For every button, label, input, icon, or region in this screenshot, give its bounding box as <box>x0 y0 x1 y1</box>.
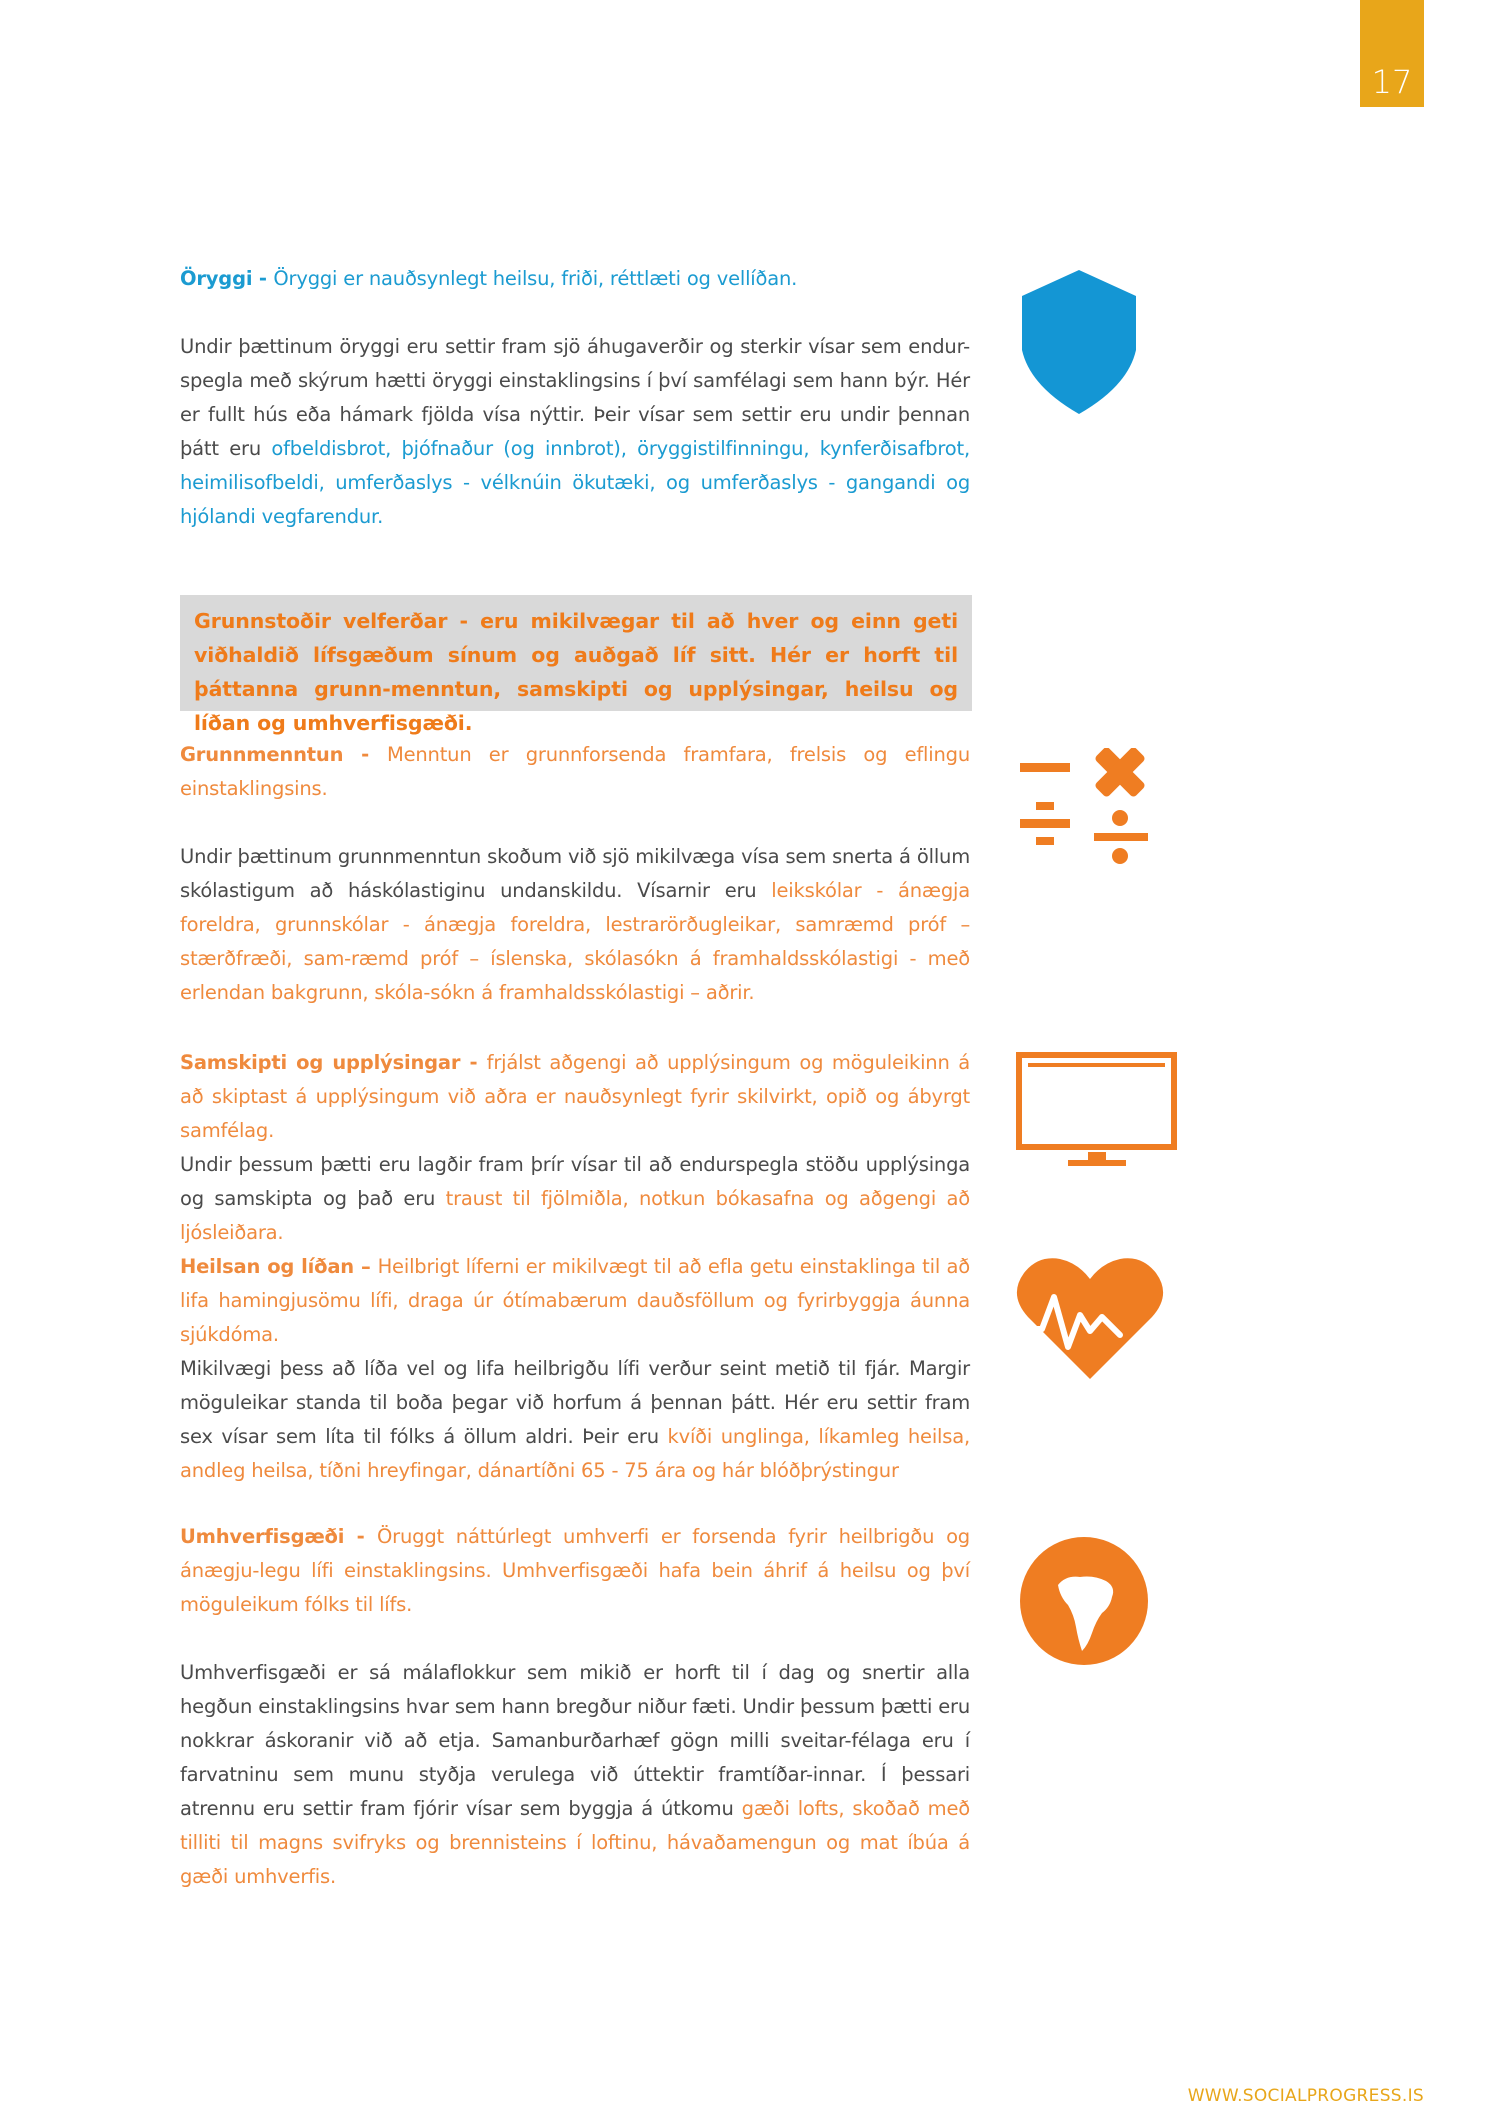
page-number-badge <box>1360 0 1424 107</box>
shield-icon <box>1018 268 1140 416</box>
callout-box <box>180 595 972 735</box>
indicator-list: traust til fjölmiðla, notkun bókasafna og aðgengi að ljósleiðara. <box>180 1187 970 1244</box>
section-samskipti-body <box>180 1148 970 1250</box>
math-operators-icon <box>1018 748 1153 878</box>
body-text: Umhverfisgæði er sá málaflokkur sem mikið er horft til í dag og snertir alla hegðun einstaklingsins hvar sem hann bregður niður fæti. Undir þessum þætti eru nokkrar áskoranir við að etja. Samanburðarhæf gögn milli sveitar-félaga eru í farvatninu sem munu styðja verulega við úttektir framtíðar-innar. Í þessari atrennu eru settir fram fjórir vísar sem byggja á útkomu <box>180 1661 970 1820</box>
section-title: Samskipti og upplýsingar <box>180 1051 461 1074</box>
section-grunnmenntun-heading: Grunnmenntun - Menntun er grunnforsenda framfara, frelsis og eflingu einstaklingsins. <box>180 743 970 800</box>
indicator-list: gæði lofts, skoðað með tilliti til magns svifryks og brennisteins í loftinu, hávaðamengun og mat íbúa á gæði umhverfis. <box>180 1797 970 1888</box>
section-heilsan-body <box>180 1352 970 1488</box>
globe-icon <box>1018 1535 1150 1667</box>
section-subtitle: Heilbrigt líferni er mikilvægt til að efla getu einstaklinga til að lifa hamingjusömu lífi, draga úr ótímabærum dauðsföllum og fyrirbyggja áunna sjúkdóma. <box>180 1255 970 1346</box>
monitor-icon <box>1016 1052 1178 1174</box>
body-text: Undir þessum þætti eru lagðir fram þrír vísar til að endurspegla stöðu upplýsinga og samskipta og það eru <box>180 1153 970 1210</box>
section-samskipti-heading: Samskipti og upplýsingar - frjálst aðgengi að upplýsingum og möguleikinn á að skiptast á upplýsingum við aðra er nauðsynlegt fyrir skilvirkt, opið og ábyrgt samfélag. <box>180 1051 971 1142</box>
section-subtitle: Öruggt náttúrlegt umhverfi er forsenda fyrir heilbrigðu og ánægju-legu lífi einstaklingsins. Umhverfisgæði hafa bein áhrif á heilsu og því möguleikum fólks til lífs. <box>180 1525 970 1616</box>
indicator-list: ofbeldisbrot, þjófnaður (og innbrot), öryggistilfinningu, kynferðisafbrot, heimilisofbeldi, umferðaslys - vélknúin ökutæki, og umferðaslys - gangandi og hjólandi vegfarendur. <box>180 437 970 528</box>
heart-pulse-icon <box>1016 1255 1164 1381</box>
section-oryggi-body <box>180 330 970 534</box>
section-oryggi-heading: Öryggi - Öryggi er nauðsynlegt heilsu, friði, réttlæti og vellíðan. <box>180 267 798 290</box>
section-title: Grunnmenntun <box>180 743 344 766</box>
section-subtitle: Öryggi er nauðsynlegt heilsu, friði, réttlæti og vellíðan. <box>273 267 798 290</box>
body-text: Mikilvægi þess að líða vel og lifa heilbrigðu lífi verður seint metið til fjár. Margir möguleikar standa til boða þegar við horfum á þennan þátt. Hér eru settir fram sex vísar sem líta til fólks á öllum aldri. Þeir eru <box>180 1357 970 1448</box>
body-text: Undir þættinum öryggi eru settir fram sjö áhugaverðir og sterkir vísar sem endur-spegla með skýrum hætti öryggi einstaklingsins í því samfélagi sem hann býr. Hér er fullt hús eða hámark fjölda vísa nýttir. Þeir vísar sem settir eru undir þennan þátt eru <box>180 335 970 460</box>
indicator-list: kvíði unglinga, líkamleg heilsa, andleg heilsa, tíðni hreyfingar, dánartíðni 65 - 75 ára og hár blóðþrýstingur <box>180 1425 970 1482</box>
page-number: 17 <box>1371 63 1413 101</box>
body-text: Undir þættinum grunnmenntun skoðum við sjö mikilvæga vísa sem snerta á öllum skólastigum að háskólastiginu undanskildu. Vísarnir eru <box>180 845 970 902</box>
section-heilsan-heading: Heilsan og líðan – Heilbrigt líferni er mikilvægt til að efla getu einstaklinga til að lifa hamingjusömu lífi, draga úr ótímabærum dauðsföllum og fyrirbyggja áunna sjúkdóma. <box>180 1255 970 1346</box>
section-title: Öryggi <box>180 267 253 290</box>
section-umhverfisgaedi-body <box>180 1656 970 1894</box>
section-subtitle: frjálst aðgengi að upplýsingum og möguleikinn á að skiptast á upplýsingum við aðra er nauðsynlegt fyrir skilvirkt, opið og ábyrgt samfélag. <box>180 1051 971 1142</box>
section-title: Heilsan og líðan <box>180 1255 354 1278</box>
footer-url: WWW.SOCIALPROGRESS.IS <box>1187 2086 1424 2106</box>
section-umhverfisgaedi-heading: Umhverfisgæði - Öruggt náttúrlegt umhverfi er forsenda fyrir heilbrigðu og ánægju-legu lífi einstaklingsins. Umhverfisgæði hafa bein áhrif á heilsu og því möguleikum fólks til lífs. <box>180 1525 970 1616</box>
section-title: Umhverfisgæði <box>180 1525 345 1548</box>
section-subtitle: Menntun er grunnforsenda framfara, frelsis og eflingu einstaklingsins. <box>180 743 970 800</box>
indicator-list: leikskólar - ánægja foreldra, grunnskólar - ánægja foreldra, lestrarörðugleikar, samræmd próf – stærðfræði, sam-ræmd próf – íslenska, skólasókn á framhaldsskólastigi - með erlendan bakgrunn, skóla-sókn á framhaldsskólastigi – aðrir. <box>180 879 970 1004</box>
callout-text: Grunnstoðir velferðar - eru mikilvægar til að hver og einn geti viðhaldið lífsgæðum sínum og auðgað líf sitt. Hér er horft til þáttanna grunn-menntun, samskipti og upplýsingar, heilsu og líðan og umhverfisgæði. <box>194 609 958 735</box>
section-grunnmenntun-body <box>180 840 970 1010</box>
